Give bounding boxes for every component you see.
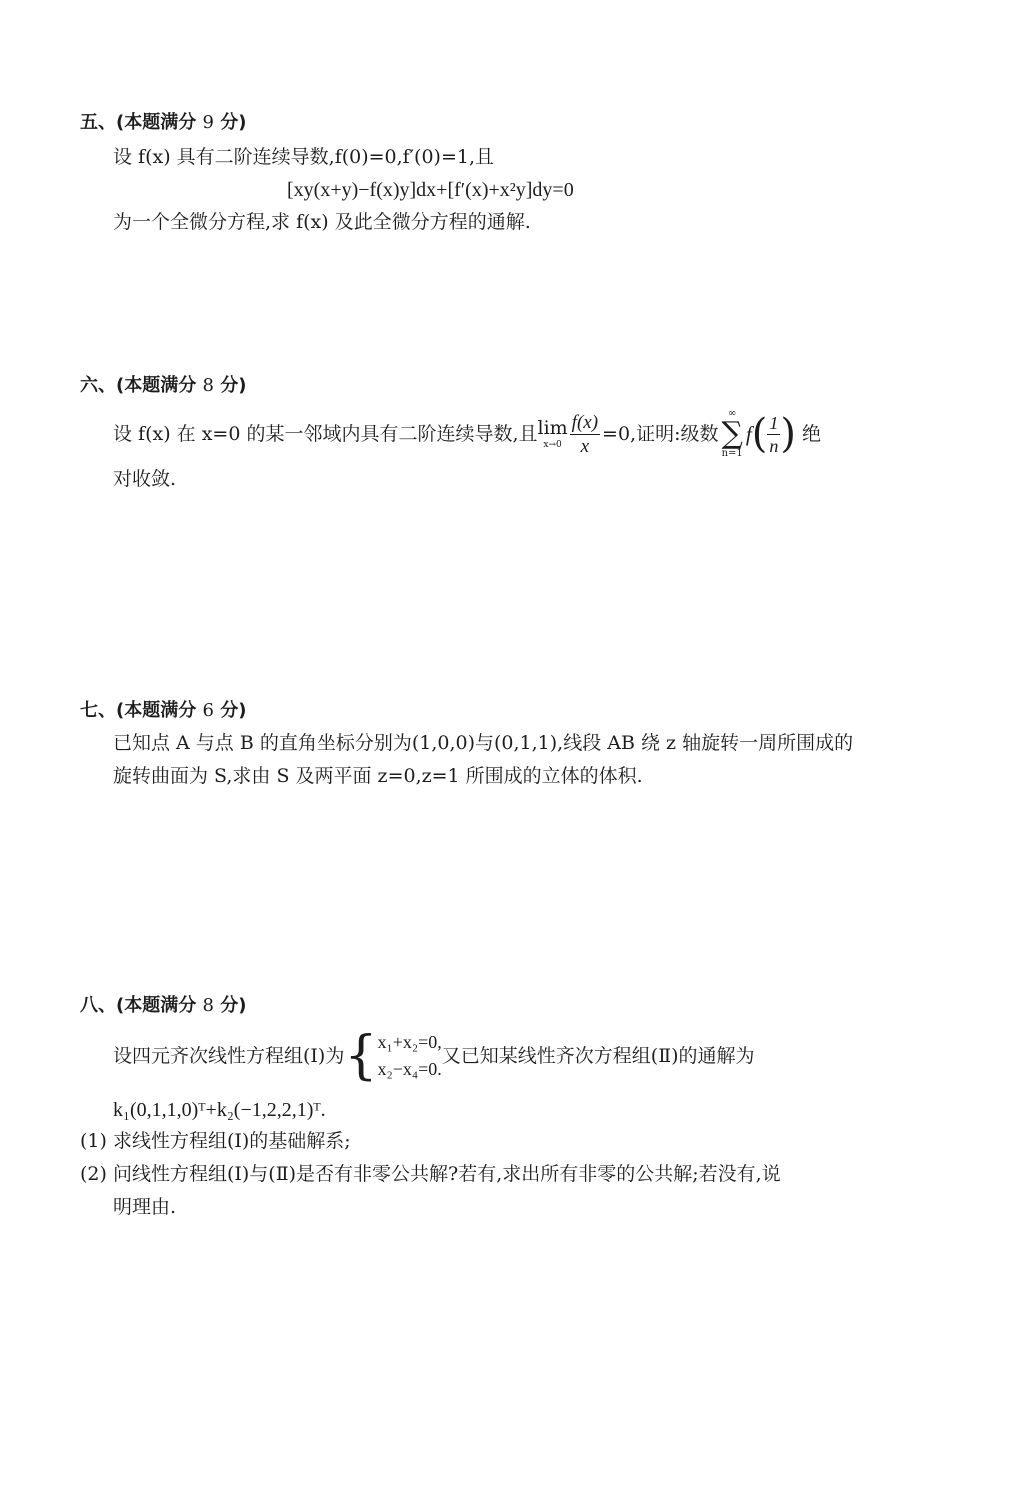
- q8-system: [377, 1029, 441, 1083]
- q7-heading: [80, 702, 246, 720]
- q6-inner-num: 1: [769, 412, 779, 433]
- q6-heading: [80, 377, 246, 395]
- q8-part2b: 明理由.: [113, 1196, 177, 1218]
- q6-sum: [722, 409, 743, 459]
- q7-line2: 旋转曲面为 S,求由 S 及两平面 z=0,z=1 所围成的立体的体积.: [113, 765, 643, 787]
- q6-frac-den: x: [580, 435, 590, 457]
- q8-part1: (1) 求线性方程组(Ⅰ)的基础解系;: [80, 1130, 351, 1152]
- q6-frac-num: f(x): [571, 411, 599, 433]
- q6-points: 8: [202, 375, 214, 396]
- q6-title: 六、(本题满分: [80, 375, 197, 396]
- q6-lim-sub: x→0: [543, 439, 562, 450]
- q6-lim-text: lim: [537, 416, 568, 439]
- q8-points: 8: [202, 995, 214, 1016]
- q5-title: 五、(本题满分: [80, 112, 197, 133]
- q5-line1: 设 f(x) 具有二阶连续导数,f(0)=0,f′(0)=1,且: [113, 146, 494, 168]
- q6-sum-f: f: [745, 421, 752, 446]
- sigma-icon: ∑: [721, 416, 743, 451]
- q7-points: 6: [202, 700, 214, 721]
- q8-prefix: 设四元齐次线性方程组(Ⅰ)为: [113, 1044, 345, 1067]
- q7-title: 七、(本题满分: [80, 700, 197, 721]
- q6-sum-bot: n=1: [721, 448, 743, 459]
- q6-unit: 分): [220, 375, 247, 396]
- q8-part2a: (2) 问线性方程组(Ⅰ)与(Ⅱ)是否有非零公共解?若有,求出所有非零的公共解;若没有,说: [80, 1163, 781, 1185]
- q6-inner-den: n: [769, 435, 779, 456]
- q8-general-solution: k₁(0,1,1,0)ᵀ+k₂(−1,2,2,1)ᵀ.: [113, 1099, 326, 1121]
- q7-line1: 已知点 A 与点 B 的直角坐标分别为(1,0,0)与(0,1,1),线段 AB 绕 z 轴旋转一周所围成的: [113, 732, 854, 754]
- q5-unit: 分): [220, 112, 247, 133]
- left-brace-icon: {: [344, 1026, 378, 1086]
- q6-inner-fraction: [767, 414, 780, 455]
- q8-title: 八、(本题满分: [80, 995, 197, 1016]
- q8-heading: [80, 997, 246, 1015]
- q5-points: 9: [202, 112, 214, 133]
- q8-line1: [113, 1024, 755, 1088]
- left-paren-icon: (: [751, 411, 768, 457]
- q6-limit: [537, 416, 568, 450]
- q5-heading: [80, 114, 246, 132]
- q8-sys2: x₂−x₄=0.: [377, 1059, 442, 1079]
- q6-line2: 对收敛.: [113, 468, 177, 490]
- q5-line3: 为一个全微分方程,求 f(x) 及此全微分方程的通解.: [113, 211, 531, 233]
- q6-fraction: [570, 413, 600, 456]
- q8-suffix: 又已知某线性齐次方程组(Ⅱ)的通解为: [441, 1044, 755, 1067]
- q5-equation: [xy(x+y)−f(x)y]dx+[f′(x)+x²y]dy=0: [287, 179, 574, 201]
- q6-middle: =0,证明:级数: [602, 422, 719, 445]
- q8-sys1: x₁+x₂=0,: [377, 1032, 442, 1052]
- q6-line1: [113, 404, 821, 464]
- q6-suffix: 绝: [801, 422, 821, 445]
- q6-prefix: 设 f(x) 在 x=0 的某一邻域内具有二阶连续导数,且: [113, 422, 538, 445]
- right-paren-icon: ): [780, 411, 796, 457]
- q7-unit: 分): [220, 700, 247, 721]
- q6-sum-top: ∞: [728, 408, 737, 419]
- q8-unit: 分): [220, 995, 247, 1016]
